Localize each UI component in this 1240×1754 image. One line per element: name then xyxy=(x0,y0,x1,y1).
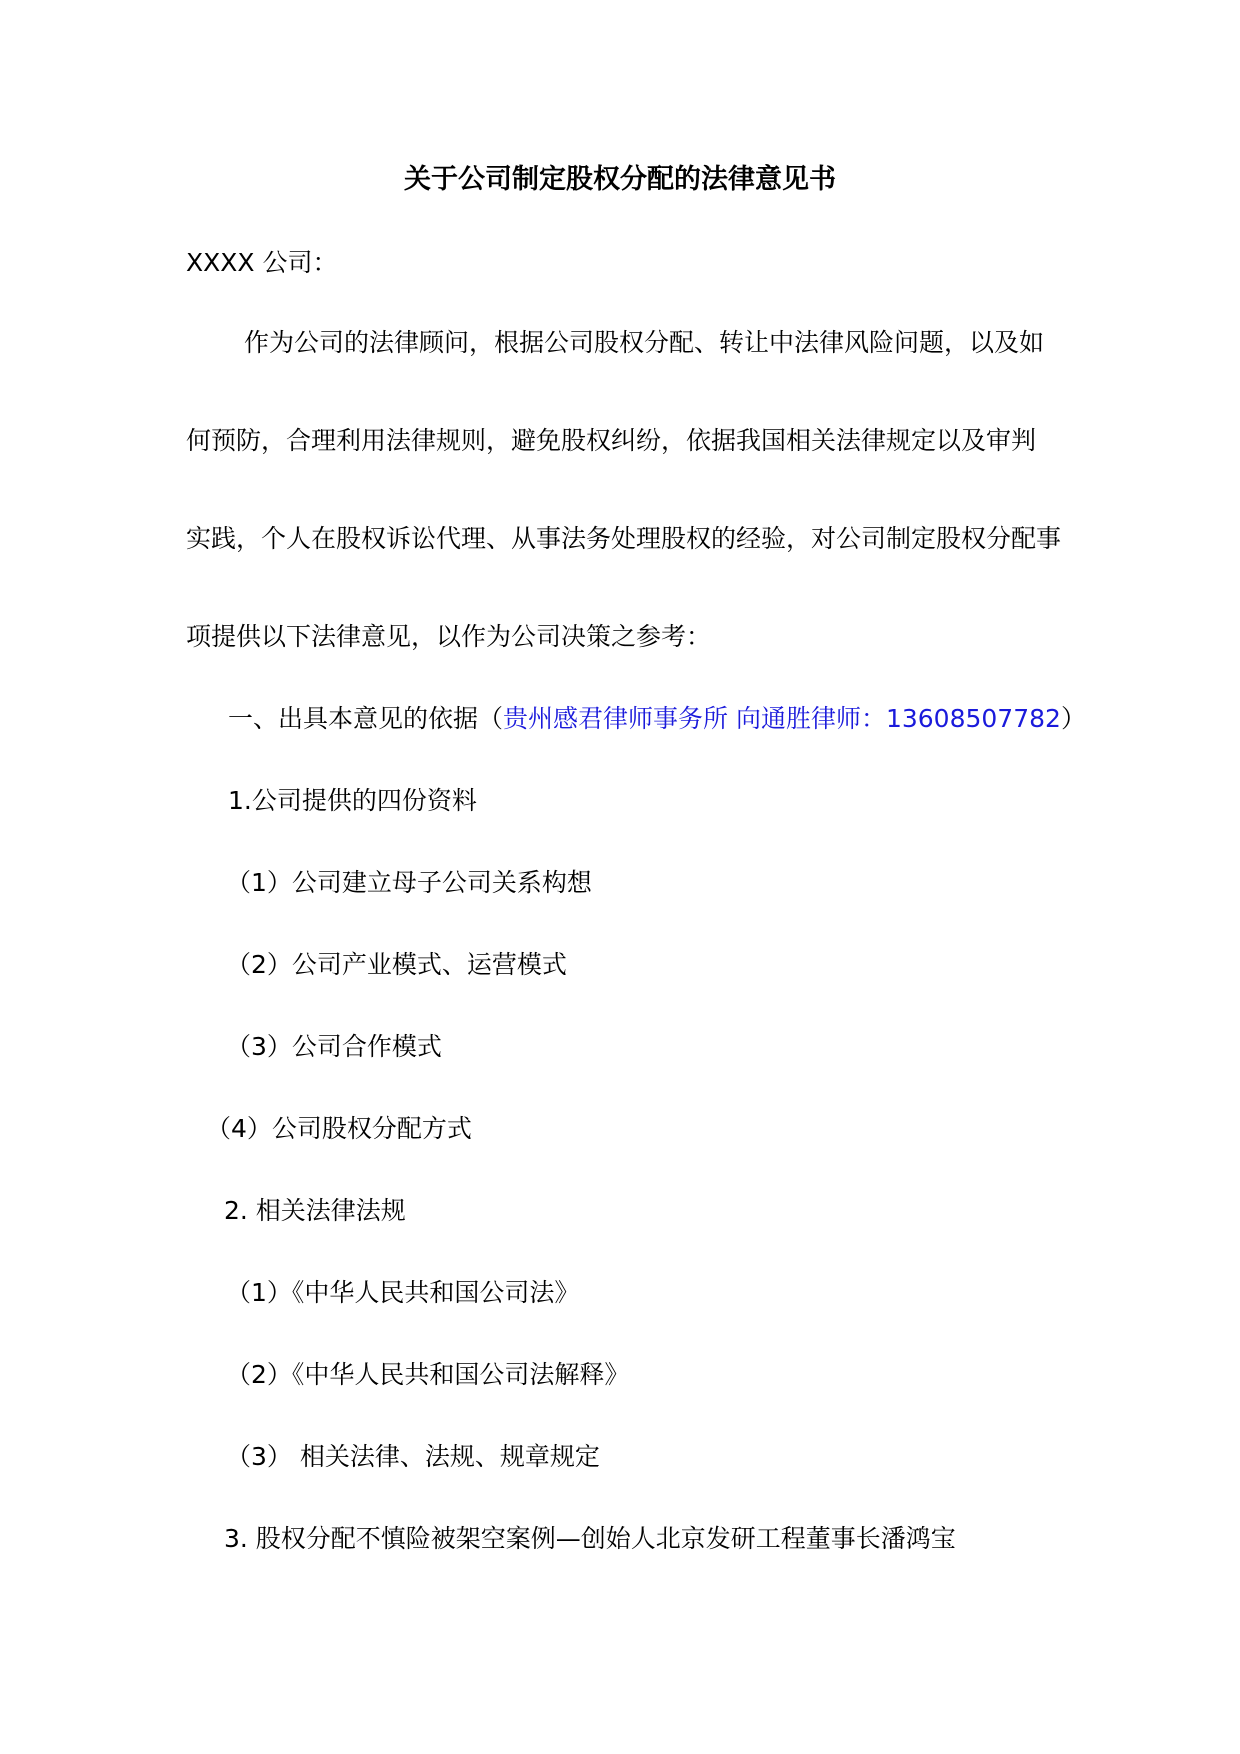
section1-heading-prefix: 一、出具本意见的依据（ xyxy=(228,704,504,733)
item2-subitem-3: （3） 相关法律、法规、规章规定 xyxy=(226,1442,600,1471)
item1-subitem-4: （4）公司股权分配方式 xyxy=(206,1114,472,1143)
salutation: XXXX 公司： xyxy=(186,248,338,277)
intro-line-2: 何预防，合理利用法律规则，避免股权纠纷，依据我国相关法律规定以及审判 xyxy=(186,426,1037,455)
intro-line-1: 作为公司的法律顾问，根据公司股权分配、转让中法律风险问题，以及如 xyxy=(244,328,1045,357)
item2-subitem-2: （2）《中华人民共和国公司法解释》 xyxy=(226,1360,630,1389)
item1-subitem-1: （1）公司建立母子公司关系构想 xyxy=(226,868,592,897)
section1-heading-suffix: ） xyxy=(1060,704,1086,733)
item2-subitem-1: （1）《中华人民共和国公司法》 xyxy=(226,1278,580,1307)
item3-label: 3. 股权分配不慎险被架空案例—创始人北京发研工程董事长潘鸿宝 xyxy=(224,1524,956,1553)
document-title: 关于公司制定股权分配的法律意见书 xyxy=(404,164,836,195)
item2-label: 2. 相关法律法规 xyxy=(224,1196,406,1225)
section1-heading xyxy=(228,702,1086,736)
intro-line-4: 项提供以下法律意见，以作为公司决策之参考： xyxy=(186,622,712,651)
intro-line-3: 实践，个人在股权诉讼代理、从事法务处理股权的经验，对公司制定股权分配事 xyxy=(186,524,1062,553)
item1-subitem-2: （2）公司产业模式、运营模式 xyxy=(226,950,567,979)
section1-heading-contact: 贵州感君律师事务所 向通胜律师：13608507782 xyxy=(503,704,1061,733)
item1-subitem-3: （3）公司合作模式 xyxy=(226,1032,442,1061)
item1-label: 1.公司提供的四份资料 xyxy=(228,786,477,815)
